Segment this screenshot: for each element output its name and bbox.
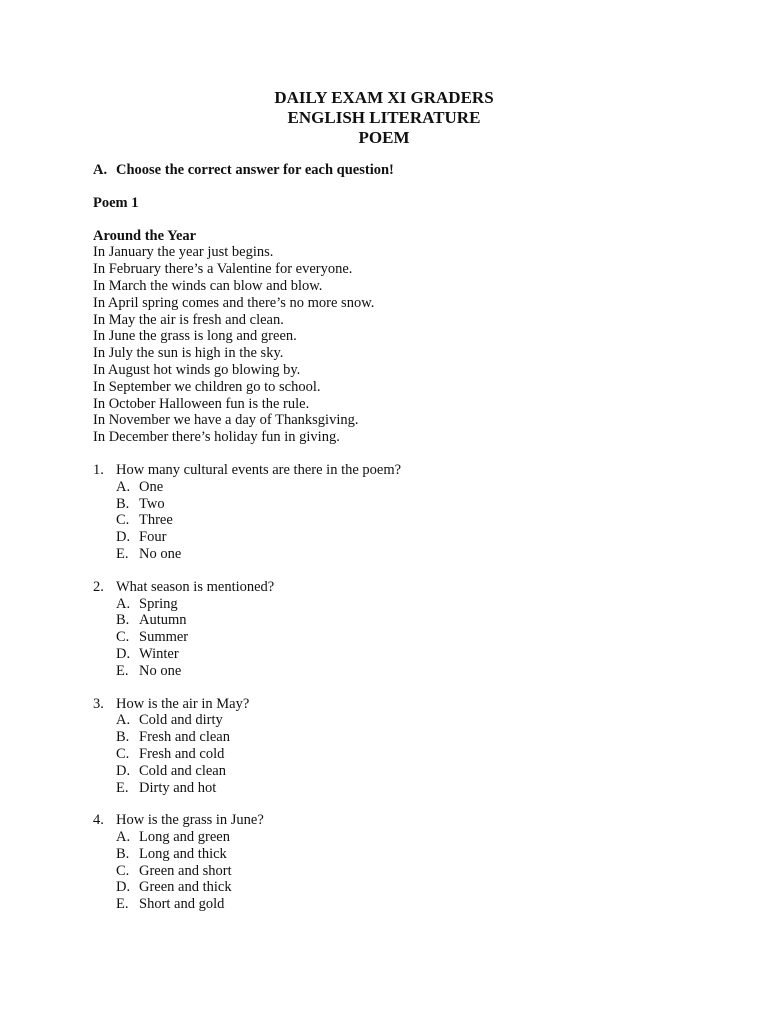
section-instruction xyxy=(93,162,733,179)
answer-option xyxy=(116,612,733,629)
question-text: How is the grass in June? xyxy=(116,812,264,829)
poem-line: In September we children go to school. xyxy=(93,378,321,395)
option-text: Fresh and cold xyxy=(139,745,225,762)
question-stem xyxy=(93,579,733,596)
poem-line: In June the grass is long and green. xyxy=(93,328,297,345)
question-stem xyxy=(93,696,733,713)
option-text: Long and thick xyxy=(139,845,227,862)
answer-option xyxy=(116,496,733,513)
answer-option xyxy=(116,863,733,880)
option-text: Green and short xyxy=(139,862,232,879)
answer-option xyxy=(116,546,733,563)
answer-option xyxy=(116,746,733,763)
option-text: No one xyxy=(139,545,182,562)
section-letter: A. xyxy=(93,162,108,178)
document-body xyxy=(93,162,733,913)
option-text: Long and green xyxy=(139,829,230,846)
question-text: What season is mentioned? xyxy=(116,578,275,595)
poem-line: In December there’s holiday fun in giving. xyxy=(93,429,340,446)
answer-option xyxy=(116,629,733,646)
exam-topic: POEM xyxy=(358,128,410,147)
option-letter: C. xyxy=(116,512,130,529)
question-4 xyxy=(93,812,733,913)
option-letter: B. xyxy=(116,612,130,629)
poem-line: In November we have a day of Thanksgiving. xyxy=(93,412,359,429)
poem-body xyxy=(93,244,733,446)
answer-option xyxy=(116,763,733,780)
option-letter: A. xyxy=(116,478,131,495)
option-letter: E. xyxy=(116,662,129,679)
poem-line: In January the year just begins. xyxy=(93,244,274,261)
option-letter: C. xyxy=(116,629,130,646)
answer-option xyxy=(116,596,733,613)
option-letter: B. xyxy=(116,729,130,746)
poem-label: Poem 1 xyxy=(93,194,139,211)
option-letter: A. xyxy=(116,712,131,729)
answer-option xyxy=(116,646,733,663)
option-text: Three xyxy=(139,512,173,529)
option-text: Green and thick xyxy=(139,879,232,896)
question-text: How is the air in May? xyxy=(116,695,250,712)
answer-option xyxy=(116,829,733,846)
option-letter: D. xyxy=(116,529,131,546)
exam-subject: ENGLISH LITERATURE xyxy=(287,108,481,127)
option-text: Winter xyxy=(139,645,179,662)
answer-options xyxy=(116,829,733,913)
question-number: 3. xyxy=(93,695,104,712)
section-instruction-text: Choose the correct answer for each question! xyxy=(116,162,394,178)
answer-option xyxy=(116,780,733,797)
option-text: Dirty and hot xyxy=(139,779,217,796)
option-letter: D. xyxy=(116,879,131,896)
option-letter: C. xyxy=(116,745,130,762)
option-text: Four xyxy=(139,529,167,546)
question-stem xyxy=(93,812,733,829)
poem-line: In April spring comes and there’s no more snow. xyxy=(93,294,375,311)
poem-line: In October Halloween fun is the rule. xyxy=(93,395,310,412)
option-letter: D. xyxy=(116,645,131,662)
poem-line: In February there’s a Valentine for everyone. xyxy=(93,261,353,278)
option-text: No one xyxy=(139,662,182,679)
answer-option xyxy=(116,479,733,496)
document-header xyxy=(0,88,768,148)
question-number: 1. xyxy=(93,461,104,478)
option-text: Autumn xyxy=(139,612,187,629)
option-text: Cold and clean xyxy=(139,762,226,779)
option-text: Cold and dirty xyxy=(139,712,223,729)
poem-line: In March the winds can blow and blow. xyxy=(93,277,323,294)
option-letter: A. xyxy=(116,829,131,846)
option-letter: E. xyxy=(116,896,129,913)
option-letter: B. xyxy=(116,495,130,512)
option-text: Two xyxy=(139,495,165,512)
option-letter: D. xyxy=(116,762,131,779)
question-3 xyxy=(93,696,733,797)
poem-line: In May the air is fresh and clean. xyxy=(93,311,284,328)
question-1 xyxy=(93,462,733,563)
option-letter: E. xyxy=(116,779,129,796)
option-text: Short and gold xyxy=(139,896,225,913)
answer-option xyxy=(116,879,733,896)
question-stem xyxy=(93,462,733,479)
answer-options xyxy=(116,712,733,796)
poem-line: In August hot winds go blowing by. xyxy=(93,361,301,378)
answer-option xyxy=(116,512,733,529)
option-letter: C. xyxy=(116,862,130,879)
exam-title: DAILY EXAM XI GRADERS xyxy=(274,88,494,107)
option-letter: B. xyxy=(116,845,130,862)
option-letter: E. xyxy=(116,545,129,562)
option-text: One xyxy=(139,478,164,495)
option-letter: A. xyxy=(116,595,131,612)
option-text: Summer xyxy=(139,629,189,646)
poem-line: In July the sun is high in the sky. xyxy=(93,345,284,362)
answer-option xyxy=(116,846,733,863)
question-2 xyxy=(93,579,733,680)
poem-title: Around the Year xyxy=(93,227,197,244)
answer-option xyxy=(116,729,733,746)
answer-option xyxy=(116,529,733,546)
answer-option xyxy=(116,896,733,913)
question-number: 4. xyxy=(93,812,104,829)
answer-option xyxy=(116,663,733,680)
answer-options xyxy=(116,596,733,680)
option-text: Spring xyxy=(139,595,178,612)
answer-option xyxy=(116,712,733,729)
option-text: Fresh and clean xyxy=(139,729,230,746)
question-number: 2. xyxy=(93,578,104,595)
question-text: How many cultural events are there in the poem? xyxy=(116,461,402,478)
answer-options xyxy=(116,479,733,563)
